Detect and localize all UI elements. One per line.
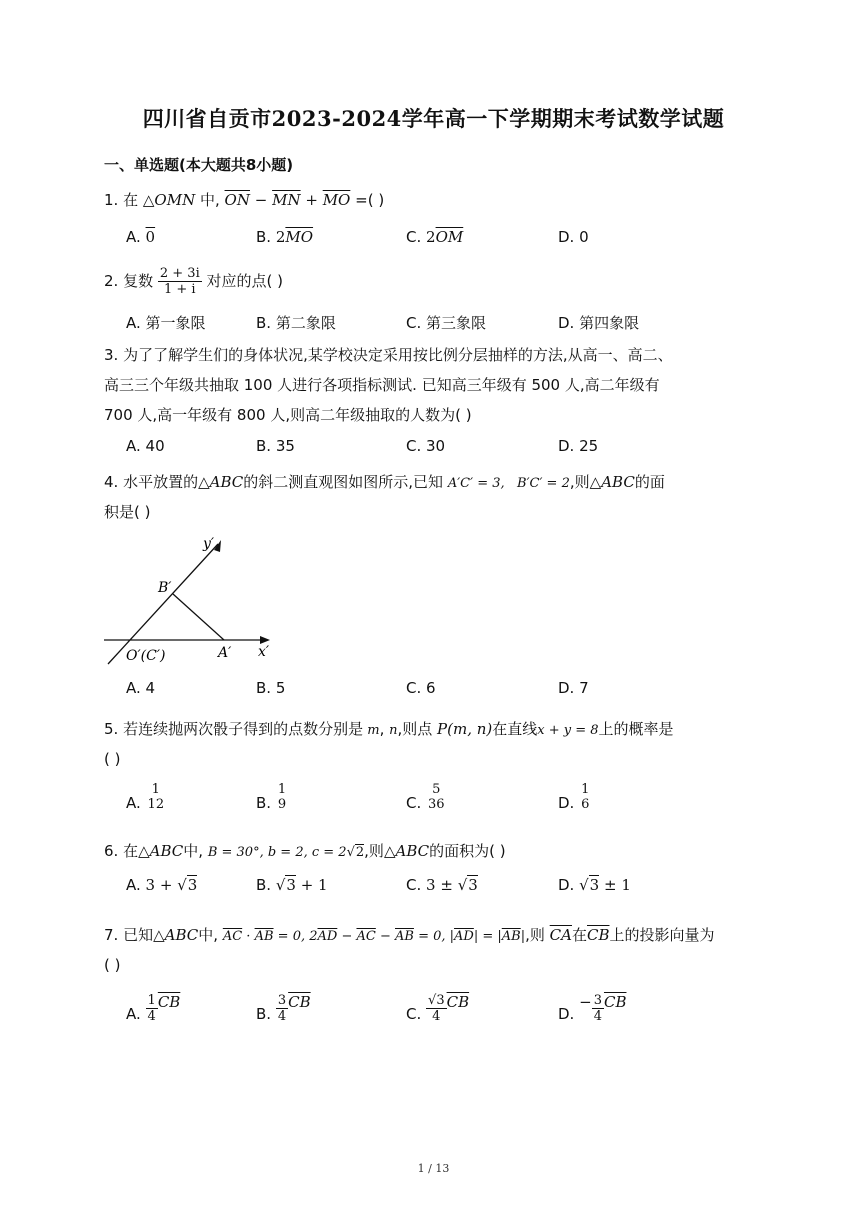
q2-option-d: D. 第四象限 [558,314,640,332]
q5-option-a: A. 1 12 [126,782,165,812]
q1-option-d: D. 0 [558,228,589,246]
question-5-line-1: 5. 若连续抛两次骰子得到的点数分别是 m, n,则点 P(m, n)在直线x + y = 8上的概率是 [104,720,674,738]
q1-option-c: C. $2\overline{OM}$ [406,228,464,246]
y-axis-label: y′ [203,536,215,552]
question-6-stem: 6. 在△ABC中, B = 30°, b = 2, c = 2√2,则△ABC的面积为( ) [104,842,506,860]
q6-option-a: A. 3 + √3 [126,876,198,894]
q3-option-d: D. 25 [558,437,599,455]
q2-option-b: B. 第二象限 [256,314,336,332]
triangle-symbol: △ [142,191,155,209]
q5-option-d: D. 1 6 [558,782,590,812]
q6-option-d: D. √3 ± 1 [558,876,631,894]
question-4-line-2: 积是( ) [104,503,151,521]
q2-option-c: C. 第三象限 [406,314,487,332]
q4-option-b: B. 5 [256,679,286,697]
q5-option-b: B. 1 9 [256,782,287,812]
q2-option-a: A. 第一象限 [126,314,206,332]
oblique-projection-figure [100,530,280,670]
page-title: 四川省自贡市2023-2024学年高一下学期期末考试数学试题 [142,106,725,131]
q7-option-a: A. $\frac{1}{4}$ $\overline{CB}$ [126,993,181,1024]
y-axis-arrow [214,540,221,552]
q7-option-b: B. $\frac{3}{4}$ $\overline{CB}$ [256,993,311,1024]
question-5-line-2: ( ) [104,750,121,768]
q1-answer-blank: =( ) [355,191,385,209]
x-axis-label: x′ [258,644,270,660]
q1-lead: 1. 在 [104,191,139,209]
q4-option-c: C. 6 [406,679,436,697]
y-axis-line [108,544,218,664]
x-axis-arrow [260,636,270,644]
triangle-name: OMN [154,191,196,209]
q1-mid: 中, [199,191,220,209]
q3-option-a: A. 40 [126,437,165,455]
q4-option-d: D. 7 [558,679,589,697]
question-1-stem [104,189,384,211]
question-4-line-1: 4. 水平放置的△ABC的斜二测直观图如图所示,已知 A′C′ = 3, B′C′ = 2,则△ABC的面 [104,473,665,491]
q3-option-b: B. 35 [256,437,295,455]
question-7-line-2: ( ) [104,956,121,974]
q6-option-b: B. √3 + 1 [256,876,328,894]
question-7-line-1: 7. 已知△ABC中, $\overline{AC} \cdot \overline{AB} = 0$, $2\overline{AD} - \overline{AC} - \overline{AB} = 0$, $|\overline{AD}| = |\overline{AB}|$,则 $\overline{CA}$在$\overline{CB}$上的投影向量为 [104,926,715,944]
q2-complex-fraction: $\frac{2 + 3i}{1 + i}$ [159,266,200,297]
q7-option-c: C. $\frac{√3}{4}$ $\overline{CB}$ [406,993,470,1024]
q1-expression: $\overline{ON} - \overline{MN} + \overline{MO}$ [224,191,351,209]
q4-option-a: A. 4 [126,679,156,697]
question-3-line-1: 3. 为了了解学生们的身体状况,某学校决定采用按比例分层抽样的方法,从高一、高二、 [104,346,673,364]
point-b-label: B′ [158,580,172,596]
q2-tail: 对应的点( ) [206,272,283,290]
q1-option-b: B. $2\overline{MO}$ [256,228,314,246]
point-a-label: A′ [218,645,232,661]
segment-b-a [173,594,224,640]
question-2-stem [104,266,283,297]
page-number: 1 / 13 [417,1162,450,1175]
q5-option-c: C. 5 36 [406,782,445,812]
q7-option-d: D. − $\frac{3}{4}$ $\overline{CB}$ [558,993,627,1024]
question-3-line-3: 700 人,高一年级有 800 人,则高二年级抽取的人数为( ) [104,406,472,424]
section-heading: 一、单选题(本大题共8小题) [104,156,294,174]
q1-option-a: A. 0 [126,228,156,246]
q6-option-c: C. 3 ± √3 [406,876,478,894]
q3-option-c: C. 30 [406,437,446,455]
q2-lead: 2. 复数 [104,272,154,290]
origin-label: O′(C′) [126,648,166,664]
question-3-line-2: 高三三个年级共抽取 100 人进行各项指标测试. 已知高三年级有 500 人,高二年级有 [104,376,660,394]
